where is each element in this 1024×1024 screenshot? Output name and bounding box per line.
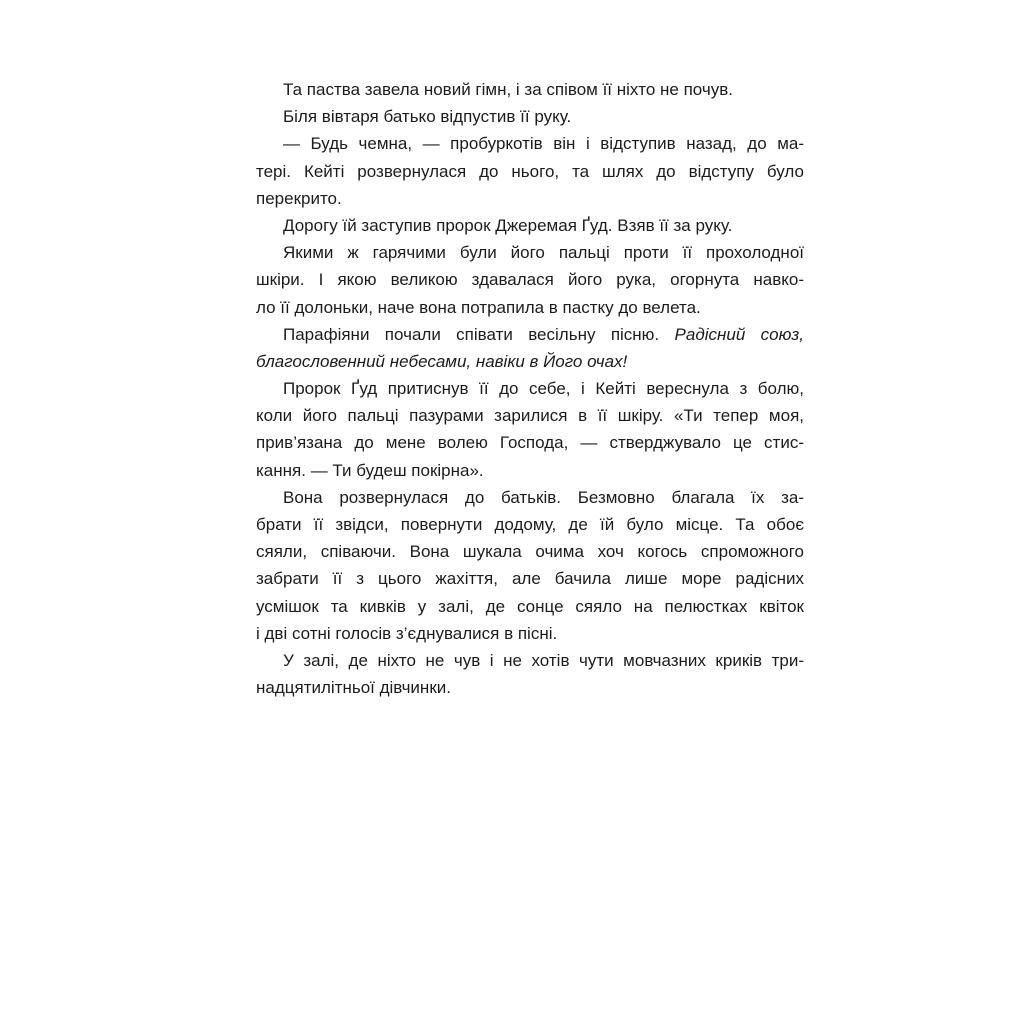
text-line: Біля вівтаря батько відпустив її руку.: [283, 107, 572, 127]
text-line: — Будь чемна, — пробуркотів він і відступив назад, до ма-: [283, 134, 804, 154]
paragraph: [256, 76, 804, 103]
text-line: Пророк Ґуд притиснув її до себе, і Кейті вереснула з болю,: [283, 379, 804, 399]
paragraph: [256, 212, 804, 239]
text-line: Вона розвернулася до батьків. Безмовно благала їх за-: [283, 487, 804, 507]
text-line: забрати її з цього жахіття, але бачила лише море радісних: [256, 569, 804, 589]
paragraph: [256, 375, 804, 484]
italic-text-run: Радісний союз,: [674, 324, 805, 344]
text-line: усмішок та кивків у залі, де сонце сяяло на пелюстках квіток: [256, 596, 804, 616]
text-line: коли його пальці пазурами зарилися в її шкіру. «Ти тепер моя,: [256, 406, 804, 426]
paragraph: [256, 130, 804, 212]
text-run: Парафіяни почали співати весільну пісню.: [283, 324, 660, 344]
text-line: і дві сотні голосів з’єднувалися в пісні.: [256, 623, 558, 643]
text-line: брати її звідси, повернути додому, де їй було місце. Та обоє: [256, 515, 804, 534]
text-line: шкіри. І якою великою здавалася його рука, огорнута навко-: [256, 270, 804, 290]
text-line: перекрито.: [256, 188, 342, 208]
book-page-text: [256, 76, 804, 701]
paragraph: [256, 103, 804, 130]
text-line: [256, 321, 804, 348]
text-line: прив’язана до мене волею Господа, — стверджувало це стис-: [256, 433, 804, 453]
paragraph: [256, 321, 804, 375]
paragraph: [256, 484, 804, 647]
paragraph: [256, 239, 804, 321]
text-line: благословенний небесами, навіки в Його очах!: [256, 351, 628, 371]
paragraph: [256, 647, 804, 701]
text-line: кання. — Ти будеш покірна».: [256, 460, 484, 480]
text-line: Та паства завела новий гімн, і за співом її ніхто не почув.: [283, 80, 733, 99]
text-line: сяяли, співаючи. Вона шукала очима хоч когось спроможного: [256, 542, 804, 562]
text-line: У залі, де ніхто не чув і не хотів чути мовчазних криків три-: [283, 650, 804, 670]
text-line: надцятилітньої дівчинки.: [256, 678, 451, 698]
text-line: ло її долоньки, наче вона потрапила в пастку до велета.: [256, 297, 701, 317]
text-line: Якими ж гарячими були його пальці проти її прохолодної: [283, 243, 804, 263]
text-line: тері. Кейті розвернулася до нього, та шлях до відступу було: [256, 161, 804, 181]
text-line: Дорогу їй заступив пророк Джеремая Ґуд. Взяв її за руку.: [283, 215, 733, 235]
